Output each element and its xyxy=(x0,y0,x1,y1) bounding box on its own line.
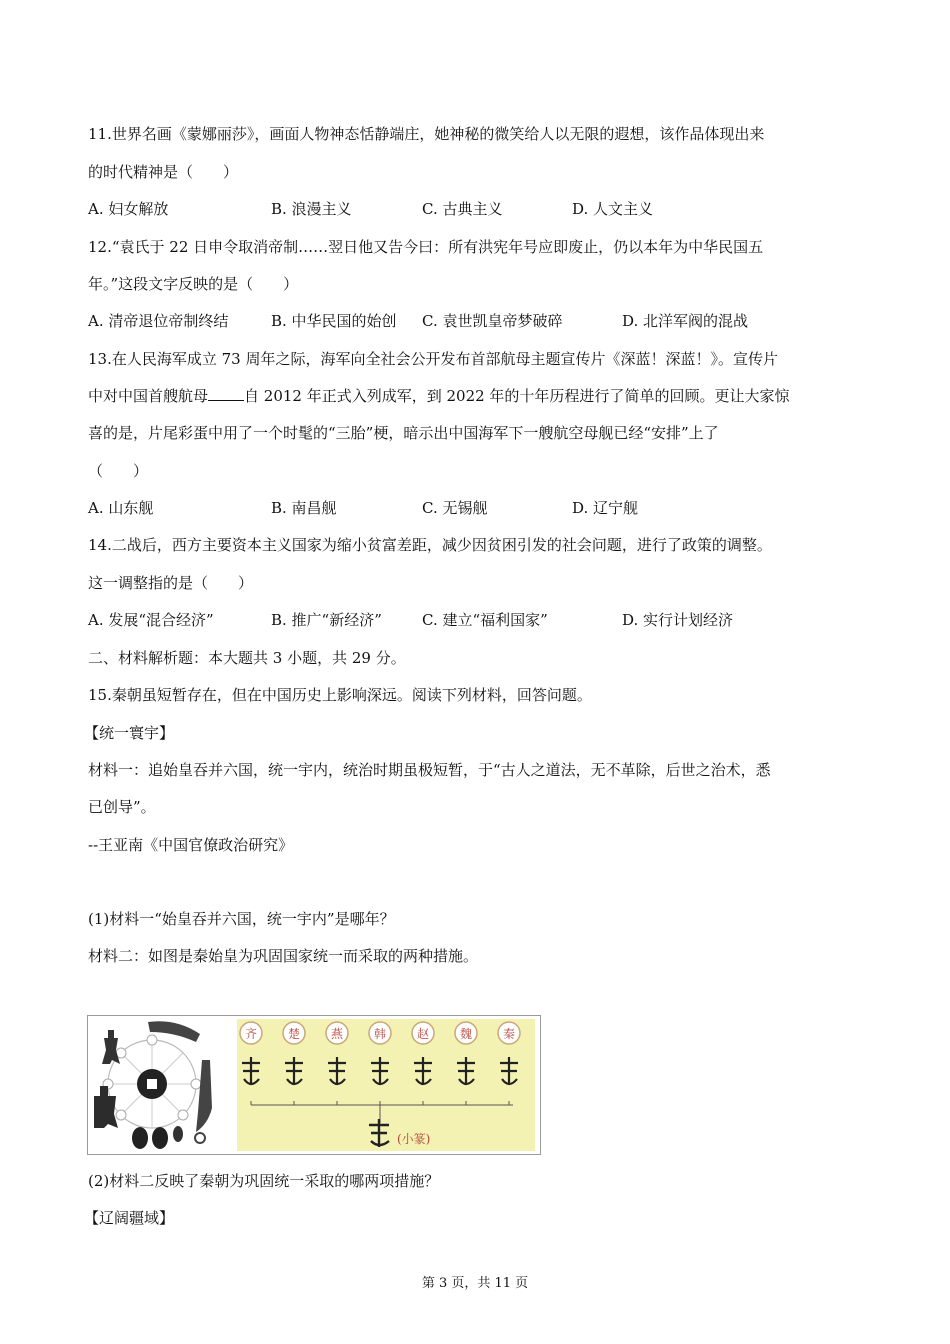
q11-stem-line1: 11.世界名画《蒙娜丽莎》，画面人物神态恬静端庄，她神秘的微笑给人以无限的遐想，该作品体现出来 xyxy=(88,125,765,143)
q13-stem-line3: 喜的是，片尾彩蛋中用了一个时髦的“三胎”梗，暗示出中国海军下一艘航空母舰已经“安排”上了 xyxy=(88,424,719,442)
coin-diagram xyxy=(88,1016,236,1154)
regional-glyph xyxy=(242,1057,260,1084)
state-name: 齐 xyxy=(244,1027,258,1041)
state-name: 楚 xyxy=(287,1027,301,1041)
q15-heading-territory: 【辽阔疆域】 xyxy=(84,1209,175,1227)
q13-line2-pre: 中对中国首艘航母 xyxy=(88,387,209,405)
page-footer: 第 3 页，共 11 页 xyxy=(421,1276,529,1291)
state-name: 韩 xyxy=(373,1027,387,1041)
q11-stem-line2: 的时代精神是（ ） xyxy=(88,163,239,181)
regional-glyph xyxy=(457,1057,475,1084)
q14-option-a: A. 发展“混合经济” xyxy=(88,611,214,629)
xiaozhuan-glyph xyxy=(369,1119,389,1147)
q13-option-a: A. 山东舰 xyxy=(88,499,154,517)
material2-figure xyxy=(87,1015,541,1155)
q15-material1-line2: 已创导”。 xyxy=(88,798,156,816)
q12-stem-line2: 年。”这段文字反映的是（ ） xyxy=(88,275,299,293)
q14-option-c: C. 建立“福利国家” xyxy=(422,611,548,629)
q15-material1-line1: 材料一：追始皇吞并六国，统一宇内，统治时期虽极短暂，于“古人之道法，无不革除，后世之治术，悉 xyxy=(88,761,771,779)
state-name: 燕 xyxy=(330,1027,344,1041)
q12-option-a: A. 清帝退位帝制终结 xyxy=(88,312,229,330)
regional-glyph xyxy=(500,1057,518,1084)
q15-sub-question-1: (1)材料一“始皇吞并六国，统一宇内”是哪年？ xyxy=(88,910,395,928)
q14-option-b: B. 推广“新经济” xyxy=(271,611,382,629)
script-comparison-panel xyxy=(237,1019,535,1151)
q13-option-c: C. 无锡舰 xyxy=(422,499,488,517)
q13-line2-post: 自 2012 年正式入列成军，到 2022 年的十年历程进行了简单的回顾。更让大家惊 xyxy=(244,387,790,405)
regional-glyph xyxy=(371,1057,389,1084)
q12-stem-line1: 12.“袁氏于 22 日申令取消帝制……翌日他又告今曰：所有洪宪年号应即废止，仍以本年为中华民国五 xyxy=(88,238,764,256)
q15-intro: 15.秦朝虽短暂存在，但在中国历史上影响深远。阅读下列材料，回答问题。 xyxy=(88,686,592,704)
state-name: 魏 xyxy=(459,1027,473,1041)
answer-blank xyxy=(208,386,244,401)
xiaozhuan-label: (小篆) xyxy=(397,1132,431,1146)
q14-stem-line2: 这一调整指的是（ ） xyxy=(88,574,254,592)
q12-option-d: D. 北洋军阀的混战 xyxy=(622,312,749,330)
regional-glyph xyxy=(328,1057,346,1084)
regional-glyph xyxy=(285,1057,303,1084)
q14-stem-line1: 14.二战后，西方主要资本主义国家为缩小贫富差距，减少因贫困引发的社会问题，进行了政策的调整。 xyxy=(88,536,772,554)
state-name: 赵 xyxy=(416,1027,430,1041)
q11-option-c: C. 古典主义 xyxy=(422,200,503,218)
state-name: 秦 xyxy=(502,1027,516,1041)
q14-option-d: D. 实行计划经济 xyxy=(622,611,734,629)
q12-option-c: C. 袁世凯皇帝梦破碎 xyxy=(422,312,563,330)
q11-option-a: A. 妇女解放 xyxy=(88,200,169,218)
regional-glyph xyxy=(414,1057,432,1084)
q15-material1-source: --王亚南《中国官僚政治研究》 xyxy=(88,836,294,854)
q13-stem-line1: 13.在人民海军成立 73 周年之际，海军向全社会公开发布首部航母主题宣传片《深蓝！深蓝！》。宣传片 xyxy=(88,350,778,368)
q15-material2: 材料二：如图是秦始皇为巩固国家统一而采取的两种措施。 xyxy=(88,947,479,965)
q15-sub-question-2: (2)材料二反映了秦朝为巩固统一采取的哪两项措施？ xyxy=(88,1172,440,1190)
q12-option-b: B. 中华民国的始创 xyxy=(271,312,397,330)
section-heading: 二、材料解析题：本大题共 3 小题，共 29 分。 xyxy=(88,649,406,667)
q15-heading-unify: 【统一寰宇】 xyxy=(84,724,175,742)
q13-stem-line2 xyxy=(88,386,789,406)
q13-stem-line4: （ ） xyxy=(88,462,149,480)
q11-option-b: B. 浪漫主义 xyxy=(271,200,352,218)
q11-option-d: D. 人文主义 xyxy=(572,200,654,218)
q13-option-b: B. 南昌舰 xyxy=(271,499,337,517)
q13-option-d: D. 辽宁舰 xyxy=(572,499,639,517)
